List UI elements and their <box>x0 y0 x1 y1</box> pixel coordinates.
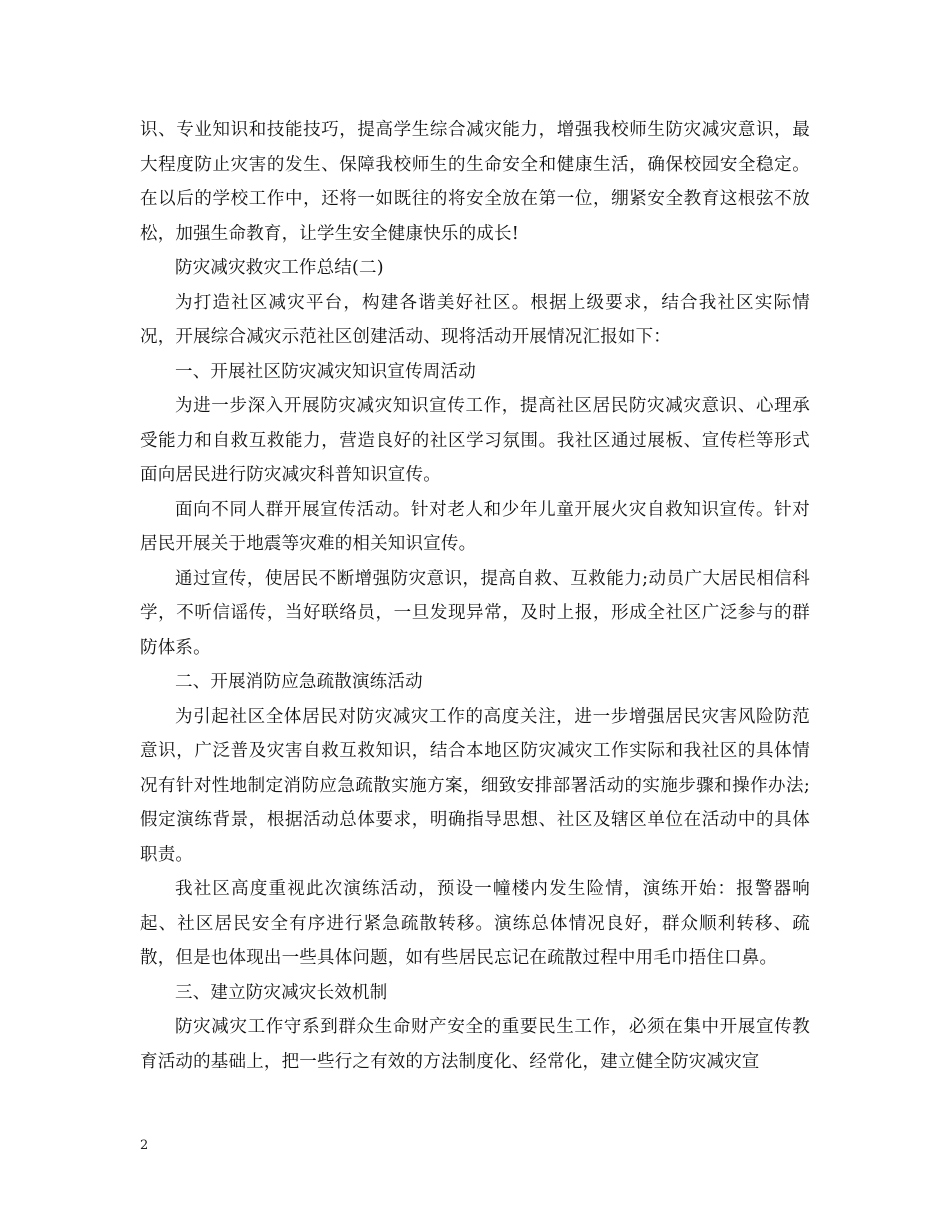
paragraph-9: 为引起社区全体居民对防灾减灾工作的高度关注，进一步增强居民灾害风险防范意识，广泛普及灾害自救互救知识，结合本地区防灾减灾工作实际和我社区的具体情况有针对性地制定消防应急疏散实施方案，细致安排部署活动的实施步骤和操作办法;假定演练背景，根据活动总体要求，明确指导思想、社区及辖区单位在活动中的具体职责。 <box>140 706 810 865</box>
heading-1: 一、开展社区防灾减灾知识宣传周活动 <box>175 361 476 382</box>
document-body <box>140 113 810 1079</box>
paragraph-5: 为进一步深入开展防灾减灾知识宣传工作，提高社区居民防灾减灾意识、心理承受能力和自救互救能力，营造良好的社区学习氛围。我社区通过展板、宣传栏等形式面向居民进行防灾减灾科普知识宣传。 <box>140 396 810 485</box>
paragraph-12: 防灾减灾工作守系到群众生命财产安全的重要民生工作，必须在集中开展宣传教育活动的基础上，把一些行之有效的方法制度化、经常化，建立健全防灾减灾宣 <box>140 1017 810 1072</box>
heading-3: 三、建立防灾减灾长效机制 <box>175 982 388 1003</box>
paragraph-7: 通过宣传，使居民不断增强防灾意识，提高自救、互救能力;动员广大居民相信科学，不听信谣传，当好联络员，一旦发现异常，及时上报，形成全社区广泛参与的群防体系。 <box>140 568 810 658</box>
heading-2: 二、开展消防应急疏散演练活动 <box>175 672 423 692</box>
paragraph-6: 面向不同人群开展宣传活动。针对老人和少年儿童开展火灾自救知识宣传。针对居民开展关于地震等灾难的相关知识宣传。 <box>140 499 810 554</box>
paragraph-10: 我社区高度重视此次演练活动，预设一幢楼内发生险情，演练开始：报警器响起、社区居民安全有序进行紧急疏散转移。演练总体情况良好，群众顺利转移、疏散，但是也体现出一些具体问题，如有些居民忘记在疏散过程中用毛巾捂住口鼻。 <box>140 879 810 968</box>
paragraph-1: 识、专业知识和技能技巧，提高学生综合减灾能力，增强我校师生防灾减灾意识，最大程度防止灾害的发生、保障我校师生的生命安全和健康生活，确保校园安全稳定。在以后的学校工作中，还将一如既往的将安全放在第一位，绷紧安全教育这根弦不放松，加强生命教育，让学生安全健康快乐的成长! <box>140 120 810 244</box>
section-title: 防灾减灾救灾工作总结(二) <box>175 258 384 278</box>
page-number: 2 <box>140 1138 149 1153</box>
paragraph-intro: 为打造社区减灾平台，构建各谐美好社区。根据上级要求，结合我社区实际情况，开展综合减灾示范社区创建活动、现将活动开展情况汇报如下： <box>140 292 810 347</box>
